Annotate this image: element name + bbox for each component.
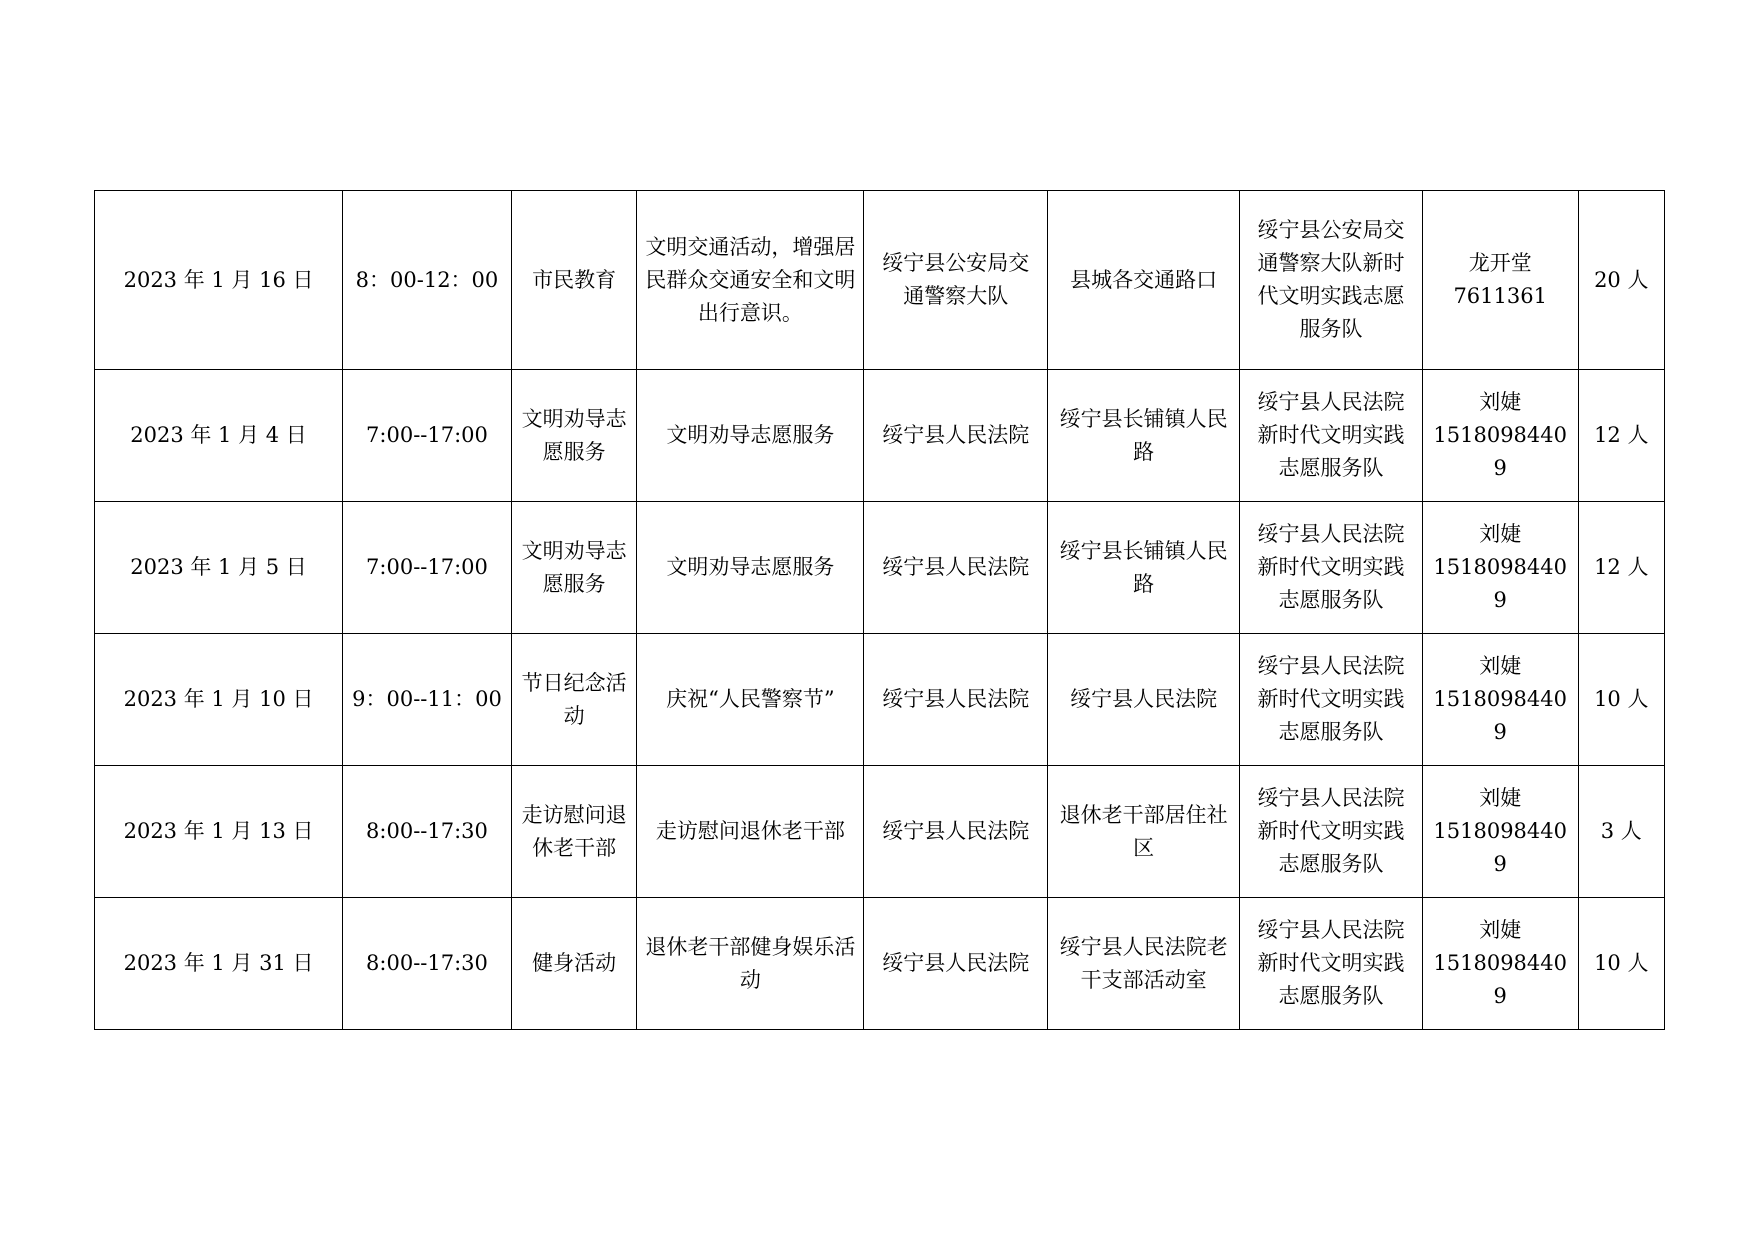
content-cell: 庆祝“人民警察节” (637, 634, 864, 766)
organizer-cell: 绥宁县人民法院 (864, 766, 1048, 898)
team-cell: 绥宁县人民法院新时代文明实践志愿服务队 (1240, 898, 1423, 1030)
contact-name: 刘婕 (1479, 786, 1522, 810)
team-cell: 绥宁县公安局交通警察大队新时代文明实践志愿服务队 (1240, 191, 1423, 370)
time-cell: 7:00--17:00 (343, 370, 512, 502)
contact-phone: 15180984409 (1433, 423, 1567, 480)
date-cell: 2023 年 1 月 31 日 (95, 898, 343, 1030)
organizer-cell: 绥宁县人民法院 (864, 898, 1048, 1030)
organizer-cell: 绥宁县人民法院 (864, 634, 1048, 766)
team-cell: 绥宁县人民法院新时代文明实践志愿服务队 (1240, 502, 1423, 634)
table-row (95, 502, 1665, 634)
team-cell: 绥宁县人民法院新时代文明实践志愿服务队 (1240, 370, 1423, 502)
organizer-cell: 绥宁县人民法院 (864, 502, 1048, 634)
count-cell: 12 人 (1578, 502, 1664, 634)
content-cell: 文明劝导志愿服务 (637, 502, 864, 634)
type-cell: 节日纪念活动 (511, 634, 637, 766)
date-cell: 2023 年 1 月 5 日 (95, 502, 343, 634)
contact-phone: 15180984409 (1433, 555, 1567, 612)
time-cell: 8:00--17:30 (343, 898, 512, 1030)
team-cell: 绥宁县人民法院新时代文明实践志愿服务队 (1240, 766, 1423, 898)
contact-name: 龙开堂 (1468, 251, 1532, 275)
date-cell: 2023 年 1 月 10 日 (95, 634, 343, 766)
place-cell: 绥宁县人民法院 (1048, 634, 1240, 766)
time-cell: 7:00--17:00 (343, 502, 512, 634)
contact-phone: 7611361 (1453, 284, 1547, 308)
table-row (95, 766, 1665, 898)
contact-phone: 15180984409 (1433, 951, 1567, 1008)
count-cell: 12 人 (1578, 370, 1664, 502)
contact-cell (1422, 191, 1578, 370)
table-row (95, 191, 1665, 370)
place-cell: 绥宁县长铺镇人民路 (1048, 502, 1240, 634)
time-cell: 8：00-12：00 (343, 191, 512, 370)
activity-schedule-table (94, 190, 1665, 1030)
content-cell: 退休老干部健身娱乐活动 (637, 898, 864, 1030)
contact-name: 刘婕 (1479, 390, 1522, 414)
time-cell: 9：00--11：00 (343, 634, 512, 766)
contact-name: 刘婕 (1479, 918, 1522, 942)
date-cell: 2023 年 1 月 16 日 (95, 191, 343, 370)
place-cell: 绥宁县人民法院老干支部活动室 (1048, 898, 1240, 1030)
contact-phone: 15180984409 (1433, 819, 1567, 876)
count-cell: 10 人 (1578, 634, 1664, 766)
count-cell: 20 人 (1578, 191, 1664, 370)
organizer-cell: 绥宁县公安局交通警察大队 (864, 191, 1048, 370)
content-cell: 文明交通活动，增强居民群众交通安全和文明出行意识。 (637, 191, 864, 370)
contact-cell (1422, 766, 1578, 898)
table-row (95, 898, 1665, 1030)
place-cell: 退休老干部居住社区 (1048, 766, 1240, 898)
contact-cell (1422, 370, 1578, 502)
table-row (95, 370, 1665, 502)
contact-cell (1422, 634, 1578, 766)
contact-name: 刘婕 (1479, 522, 1522, 546)
type-cell: 市民教育 (511, 191, 637, 370)
type-cell: 文明劝导志愿服务 (511, 502, 637, 634)
time-cell: 8:00--17:30 (343, 766, 512, 898)
contact-name: 刘婕 (1479, 654, 1522, 678)
organizer-cell: 绥宁县人民法院 (864, 370, 1048, 502)
place-cell: 绥宁县长铺镇人民路 (1048, 370, 1240, 502)
place-cell: 县城各交通路口 (1048, 191, 1240, 370)
team-cell: 绥宁县人民法院新时代文明实践志愿服务队 (1240, 634, 1423, 766)
content-cell: 走访慰问退休老干部 (637, 766, 864, 898)
contact-cell (1422, 898, 1578, 1030)
content-cell: 文明劝导志愿服务 (637, 370, 864, 502)
count-cell: 3 人 (1578, 766, 1664, 898)
date-cell: 2023 年 1 月 13 日 (95, 766, 343, 898)
contact-phone: 15180984409 (1433, 687, 1567, 744)
date-cell: 2023 年 1 月 4 日 (95, 370, 343, 502)
type-cell: 健身活动 (511, 898, 637, 1030)
table-row (95, 634, 1665, 766)
type-cell: 走访慰问退休老干部 (511, 766, 637, 898)
count-cell: 10 人 (1578, 898, 1664, 1030)
type-cell: 文明劝导志愿服务 (511, 370, 637, 502)
contact-cell (1422, 502, 1578, 634)
